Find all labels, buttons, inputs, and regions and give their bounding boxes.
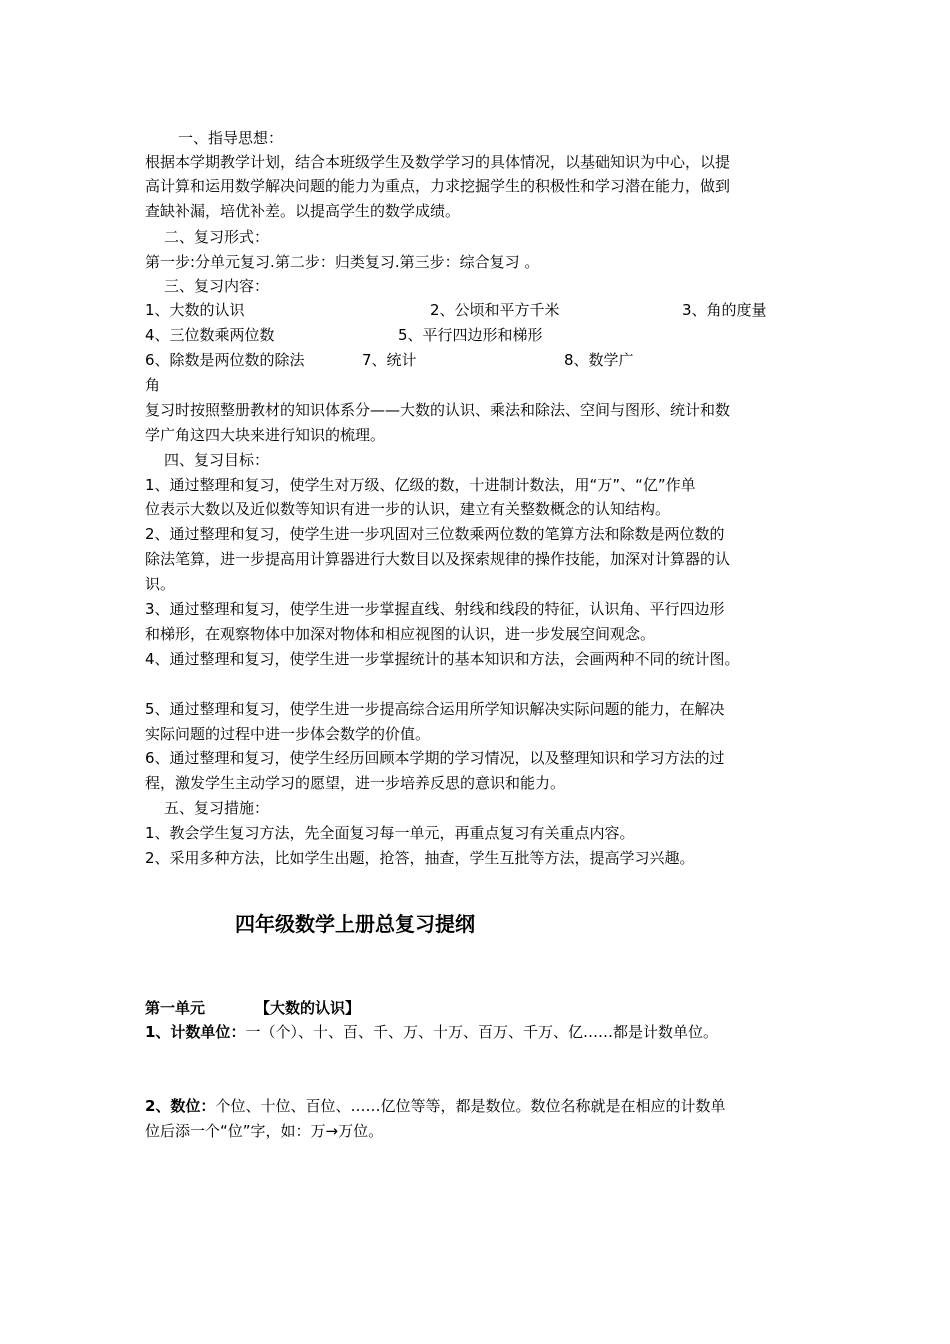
unit-name: 【大数的认识】 xyxy=(255,999,361,1017)
content-item-8-wrap: 角 xyxy=(145,376,161,394)
item-2-line-2: 位后添一个“位”字，如：万→万位。 xyxy=(145,1122,384,1140)
goal-line: 位表示大数以及近似数等知识有进一步的认识，建立有关整数概念的认知结构。 xyxy=(145,500,671,518)
section-2-paragraph: 第一步:分单元复习.第二步：归类复习.第三步：综合复习 。 xyxy=(145,253,540,271)
outline-title: 四年级数学上册总复习提纲 xyxy=(235,912,475,936)
item-2-line xyxy=(145,1094,725,1118)
section-1-paragraph-line-3: 查缺补漏，培优补差。以提高学生的数学成绩。 xyxy=(145,202,461,220)
section-5-heading: 五、复习措施： xyxy=(164,799,270,817)
section-3-paragraph-line-2: 学广角这四大块来进行知识的梳理。 xyxy=(145,426,386,444)
measure-line: 2、采用多种方法，比如学生出题，抢答，抽查，学生互批等方法，提高学习兴趣。 xyxy=(145,849,695,867)
content-item-4: 4、三位数乘两位数 xyxy=(145,326,275,344)
section-2-heading: 二、复习形式： xyxy=(164,228,270,246)
item-2-text: 个位、十位、百位、……亿位等等，都是数位。数位名称就是在相应的计数单 xyxy=(215,1097,726,1115)
unit-label: 第一单元 xyxy=(145,999,206,1017)
goal-line: 1、通过整理和复习，使学生对万级、亿级的数，十进制计数法，用“万”、“亿”作单 xyxy=(145,476,696,494)
section-1-heading: 一、指导思想： xyxy=(178,129,284,147)
section-3-paragraph-line-1: 复习时按照整册教材的知识体系分——大数的认识、乘法和除法、空间与图形、统计和数 xyxy=(145,401,731,419)
content-item-7: 7、统计 xyxy=(362,351,417,369)
section-1-paragraph-line-1: 根据本学期教学计划，结合本班级学生及数学学习的具体情况，以基础知识为中心，以提 xyxy=(145,153,731,171)
item-2-label: 2、数位： xyxy=(145,1097,216,1115)
content-item-6: 6、除数是两位数的除法 xyxy=(145,351,305,369)
content-item-1: 1、大数的认识 xyxy=(145,301,245,319)
goal-line: 除法笔算，进一步提高用计算器进行大数目以及探索规律的操作技能，加深对计算器的认 xyxy=(145,550,731,568)
section-4-heading: 四、复习目标： xyxy=(164,451,270,469)
goal-line: 识。 xyxy=(145,575,176,593)
content-item-3: 3、角的度量 xyxy=(682,301,767,319)
goal-line: 和梯形，在观察物体中加深对物体和相应视图的认识，进一步发展空间观念。 xyxy=(145,625,656,643)
section-1-paragraph-line-2: 高计算和运用数学解决问题的能力为重点，力求挖掘学生的积极性和学习潜在能力，做到 xyxy=(145,177,731,195)
goal-line: 5、通过整理和复习，使学生进一步提高综合运用所学知识解决实际问题的能力，在解决 xyxy=(145,700,725,718)
content-item-5: 5、平行四边形和梯形 xyxy=(398,326,543,344)
measure-line: 1、教会学生复习方法，先全面复习每一单元，再重点复习有关重点内容。 xyxy=(145,824,635,842)
goal-line: 2、通过整理和复习，使学生进一步巩固对三位数乘两位数的笔算方法和除数是两位数的 xyxy=(145,525,725,543)
goal-line: 3、通过整理和复习，使学生进一步掌握直线、射线和线段的特征，认识角、平行四边形 xyxy=(145,600,725,618)
item-1-text: 一（个）、十、百、千、万、十万、百万、千万、亿……都是计数单位。 xyxy=(245,1023,718,1041)
goal-line: 实际问题的过程中进一步体会数学的价值。 xyxy=(145,725,431,743)
goal-line: 程，激发学生主动学习的愿望，进一步培养反思的意识和能力。 xyxy=(145,774,566,792)
content-item-2: 2、公顷和平方千米 xyxy=(430,301,560,319)
item-1-line xyxy=(145,1020,718,1044)
goal-line: 4、通过整理和复习，使学生进一步掌握统计的基本知识和方法，会画两种不同的统计图。 xyxy=(145,650,740,668)
content-item-8: 8、数学广 xyxy=(564,351,634,369)
goal-line: 6、通过整理和复习，使学生经历回顾本学期的学习情况，以及整理知识和学习方法的过 xyxy=(145,749,725,767)
section-3-heading: 三、复习内容： xyxy=(164,277,270,295)
item-1-label: 1、计数单位： xyxy=(145,1023,246,1041)
